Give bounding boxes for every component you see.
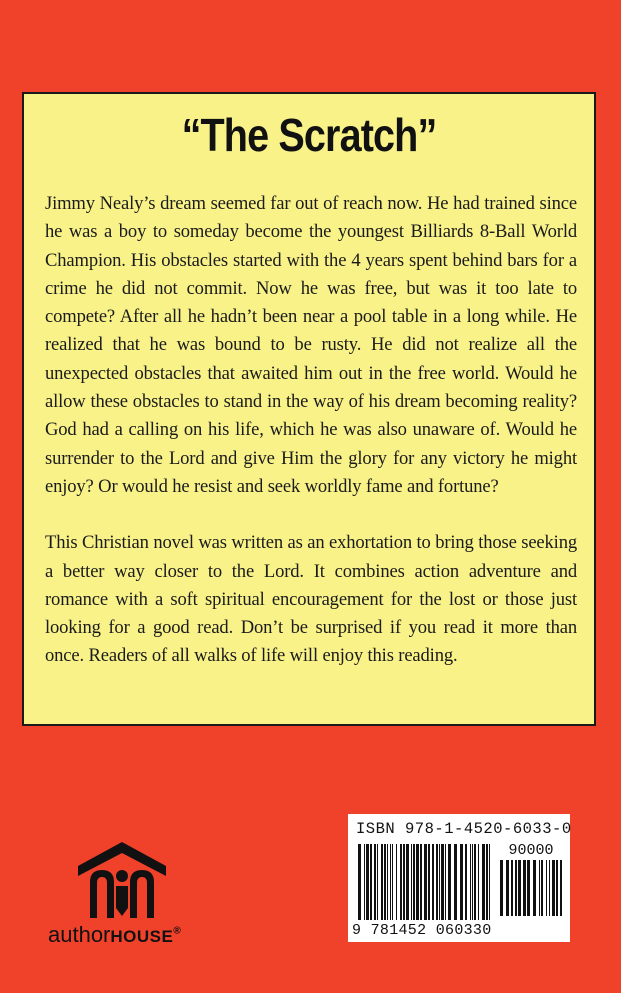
- ean-barcode-bars: [356, 844, 496, 922]
- ean-number: 9 781452 060330: [352, 922, 492, 939]
- isbn-barcode: [348, 814, 570, 942]
- description-paragraph-2: This Christian novel was written as an exhortation to bring those seeking a better way closer to the Lord. It combines action adventure and romance with a soft spiritual encouragement for the lost or those just looking for a good read. Don’t be surprised if you read it more than once. Readers of all walks of life will enjoy this reading.: [45, 532, 577, 667]
- publisher-name: authorHOUSE®: [48, 922, 181, 947]
- book-description: [45, 190, 577, 671]
- authorhouse-logo-icon: [76, 840, 168, 918]
- book-title: “The Scratch”: [181, 109, 437, 161]
- description-panel: [22, 92, 596, 726]
- description-paragraph-1: Jimmy Nealy’s dream seemed far out of reach now. He had trained since he was a boy to someday become the youngest Billiards 8-Ball World Champion. His obstacles started with the 4 years spent behind bars for a crime he did not commit. Now he was free, but was it too late to compete? After all he hadn’t been near a pool table in a long while. He realized that he was bound to be rusty. He did not realize all the unexpected obstacles that awaited him out in the free world. Would he allow these obstacles to stand in the way of his dream becoming reality? God had a calling on his life, which he was also unaware of. Would he surrender to the Lord and give Him the glory for any victory he might enjoy? Or would he resist and seek worldly fame and fortune?: [45, 193, 577, 497]
- isbn-label: ISBN 978-1-4520-6033-0: [356, 820, 572, 838]
- publisher-logo: [48, 840, 238, 950]
- addon-number: 90000: [498, 842, 564, 860]
